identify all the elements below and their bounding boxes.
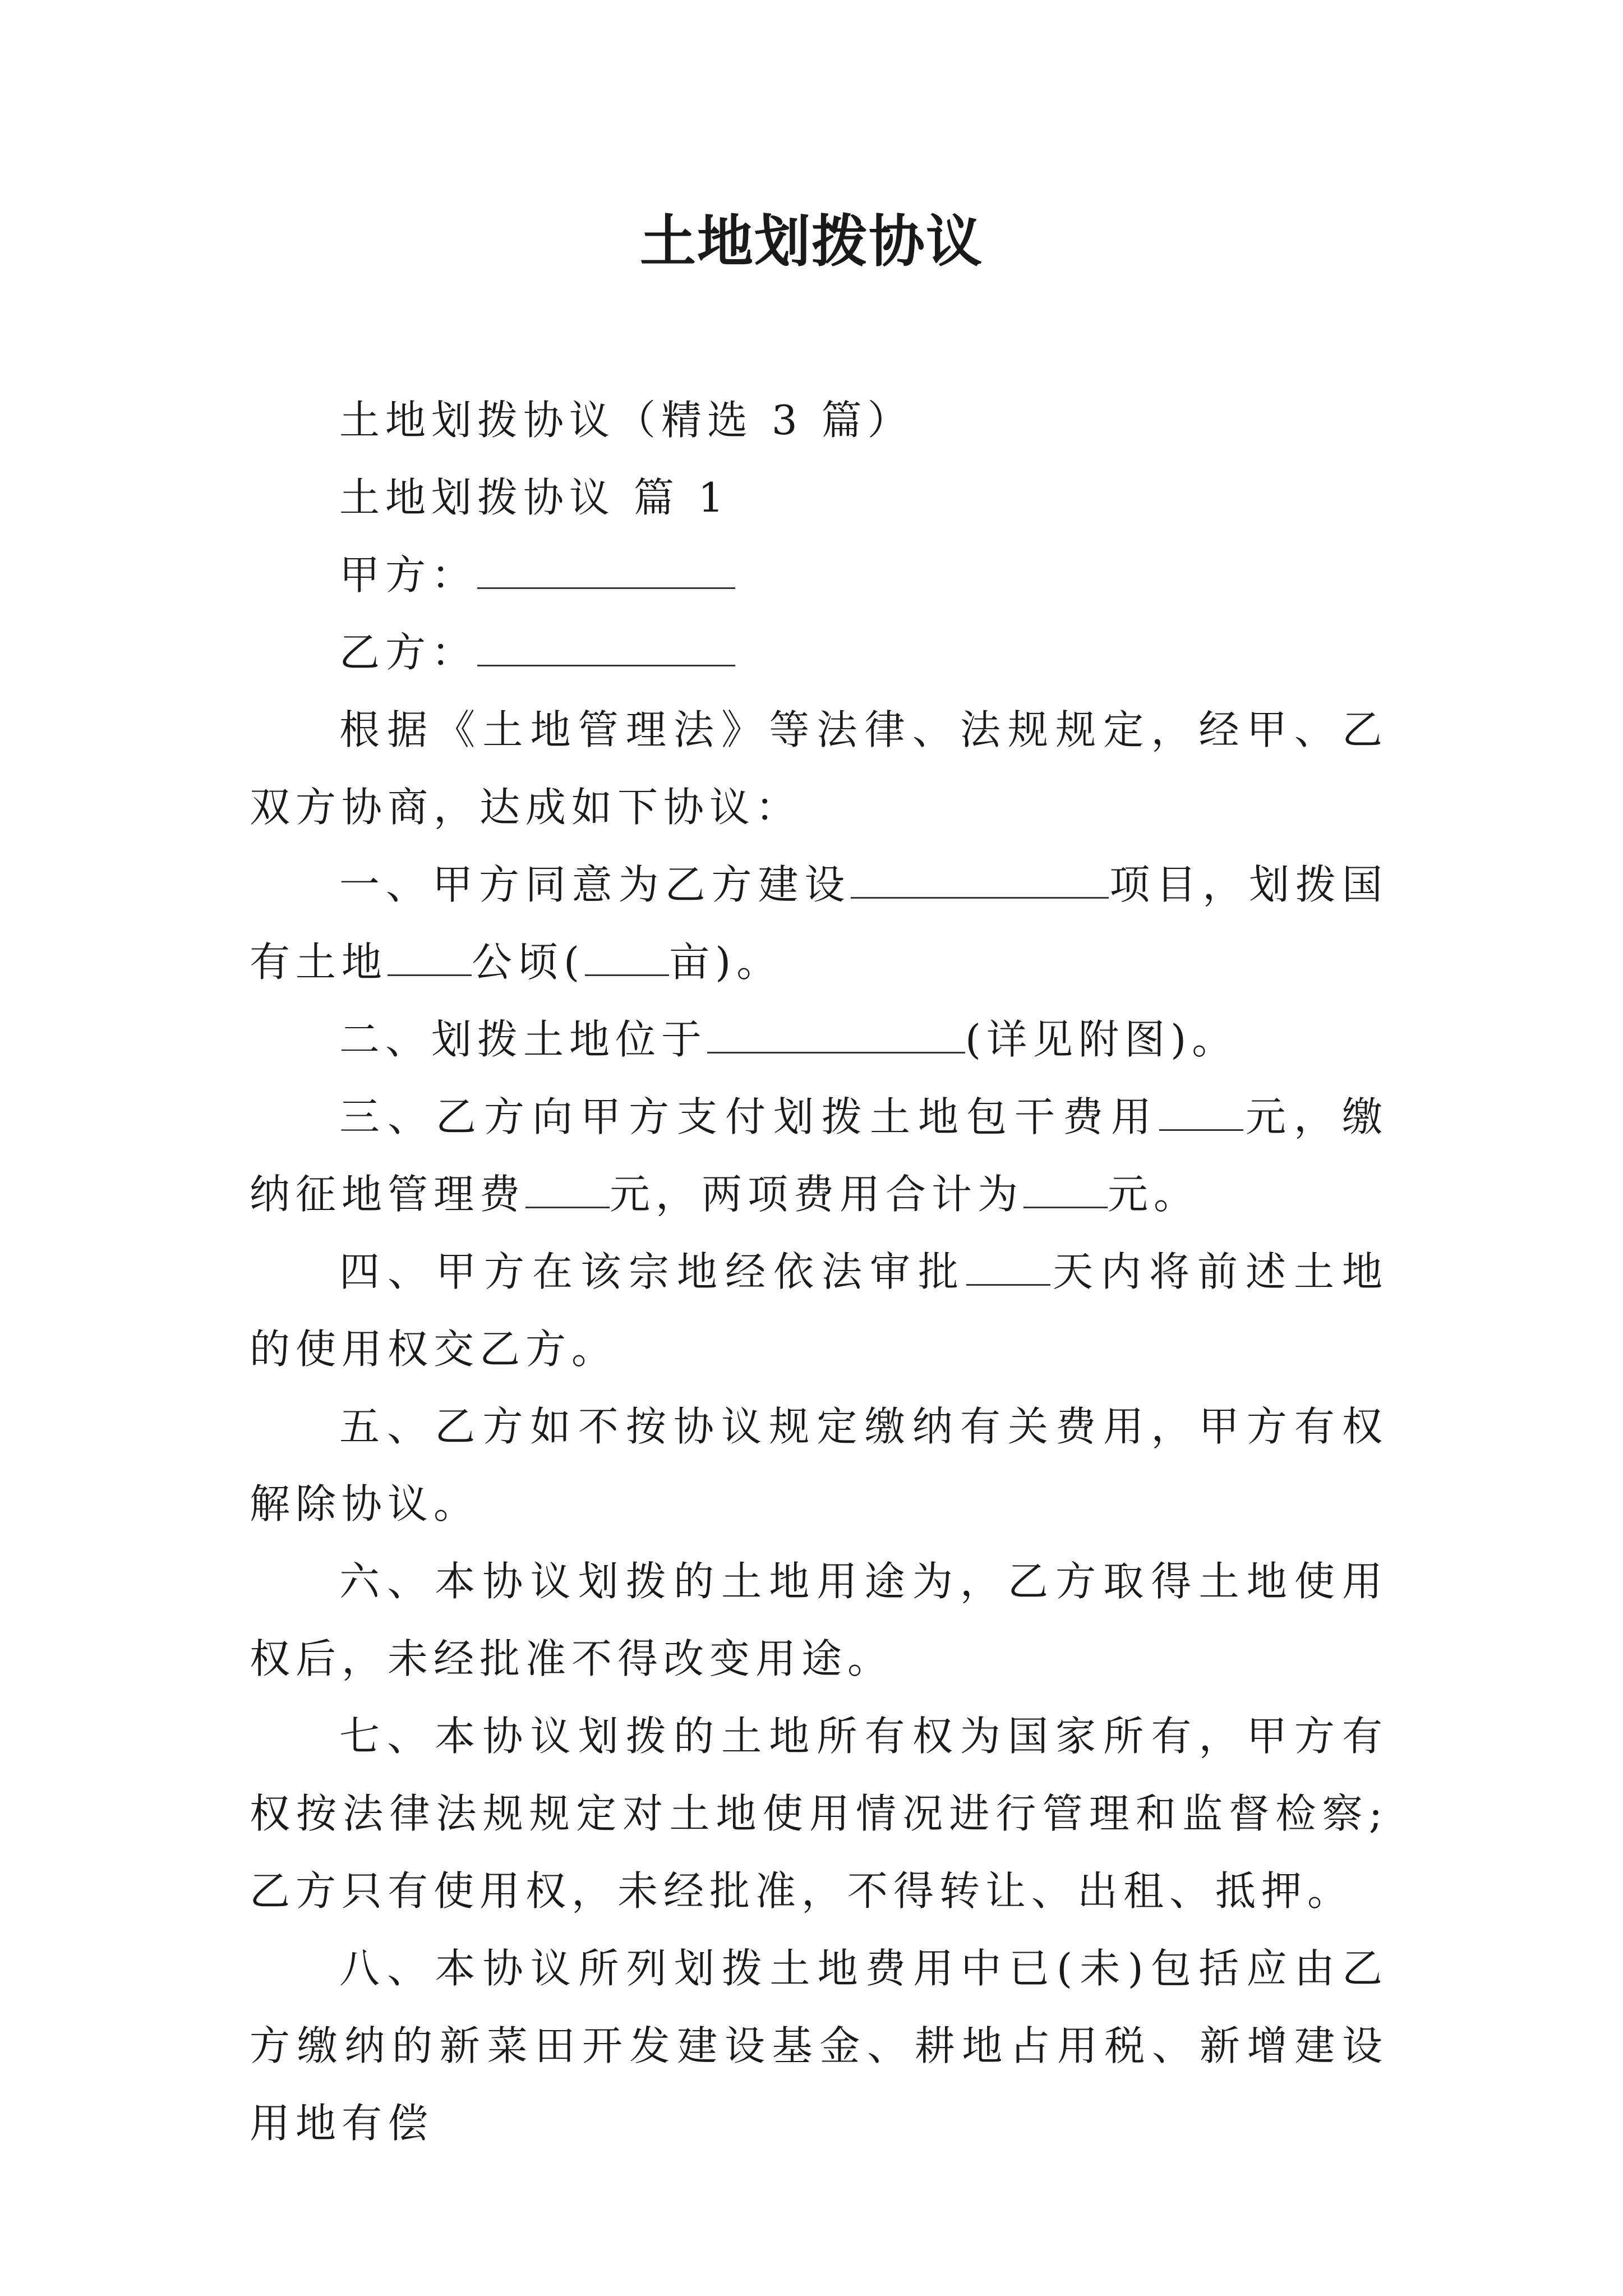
party-a-line: [250, 536, 1388, 614]
clause-4: [250, 1233, 1388, 1388]
intro-paragraph: 根据《土地管理法》等法律、法规规定，经甲、乙双方协商，达成如下协议：: [250, 706, 1388, 831]
clause-3-text-b: 元，缴纳征地管理费: [250, 1093, 1388, 1218]
party-a-blank: [477, 554, 735, 589]
clause-1-text-c: 公顷(: [472, 938, 585, 986]
clause-1-text-d: 亩)。: [669, 938, 783, 986]
document-body: [250, 381, 1388, 2162]
clause-3: [250, 1078, 1388, 1233]
clause-6: 六、本协议划拨的土地用途为，乙方取得土地使用权后，未经批准不得改变用途。: [250, 1558, 1388, 1682]
location-blank: [707, 1018, 965, 1053]
clause-2: [250, 1001, 1388, 1078]
fee-blank: [1159, 1096, 1243, 1131]
clause-3-text-a: 三、乙方向甲方支付划拨土地包干费用: [339, 1093, 1159, 1140]
clause-4-text-b: 天内将前述土地的使用权交乙方。: [250, 1248, 1388, 1373]
party-a-label: 甲方：: [339, 551, 478, 599]
clause-1: [250, 846, 1388, 1001]
clause-3-text-c: 元，两项费用合计为: [610, 1171, 1024, 1218]
total-blank: [1023, 1173, 1108, 1208]
party-b-label: 乙方：: [339, 629, 478, 676]
clause-1-text-b: 项目，划拨国有土地: [250, 861, 1388, 986]
mu-blank: [585, 941, 669, 976]
clause-1-text-a: 一、甲方同意为乙方建设: [339, 861, 851, 908]
party-b-line: [250, 614, 1388, 691]
management-fee-blank: [525, 1173, 610, 1208]
clause-5: 五、乙方如不按协议规定缴纳有关费用，甲方有权解除协议。: [250, 1403, 1388, 1527]
days-blank: [966, 1250, 1050, 1286]
clause-4-text-a: 四、甲方在该宗地经依法审批: [339, 1248, 966, 1295]
hectare-blank: [388, 941, 472, 976]
clause-7: 七、本协议划拨的土地所有权为国家所有，甲方有权按法律法规规定对土地使用情况进行管理和监督检察;乙方只有使用权，未经批准，不得转让、出租、抵押。: [250, 1713, 1388, 1915]
party-b-blank: [477, 631, 735, 666]
subtitle: 土地划拨协议（精选 3 篇）: [339, 397, 914, 444]
clause-8: 八、本协议所列划拨土地费用中已(未)包括应由乙方缴纳的新菜田开发建设基金、耕地占用税、新增建设用地有偿: [250, 1945, 1388, 2147]
clause-2-text-a: 二、划拨土地位于: [339, 1016, 708, 1063]
project-blank: [851, 863, 1109, 899]
document-title: 土地划拨协议: [640, 208, 983, 274]
clause-3-text-d: 元。: [1108, 1171, 1200, 1218]
clause-2-text-b: (详见附图)。: [965, 1016, 1238, 1063]
section-heading: 土地划拨协议 篇 1: [339, 474, 730, 521]
